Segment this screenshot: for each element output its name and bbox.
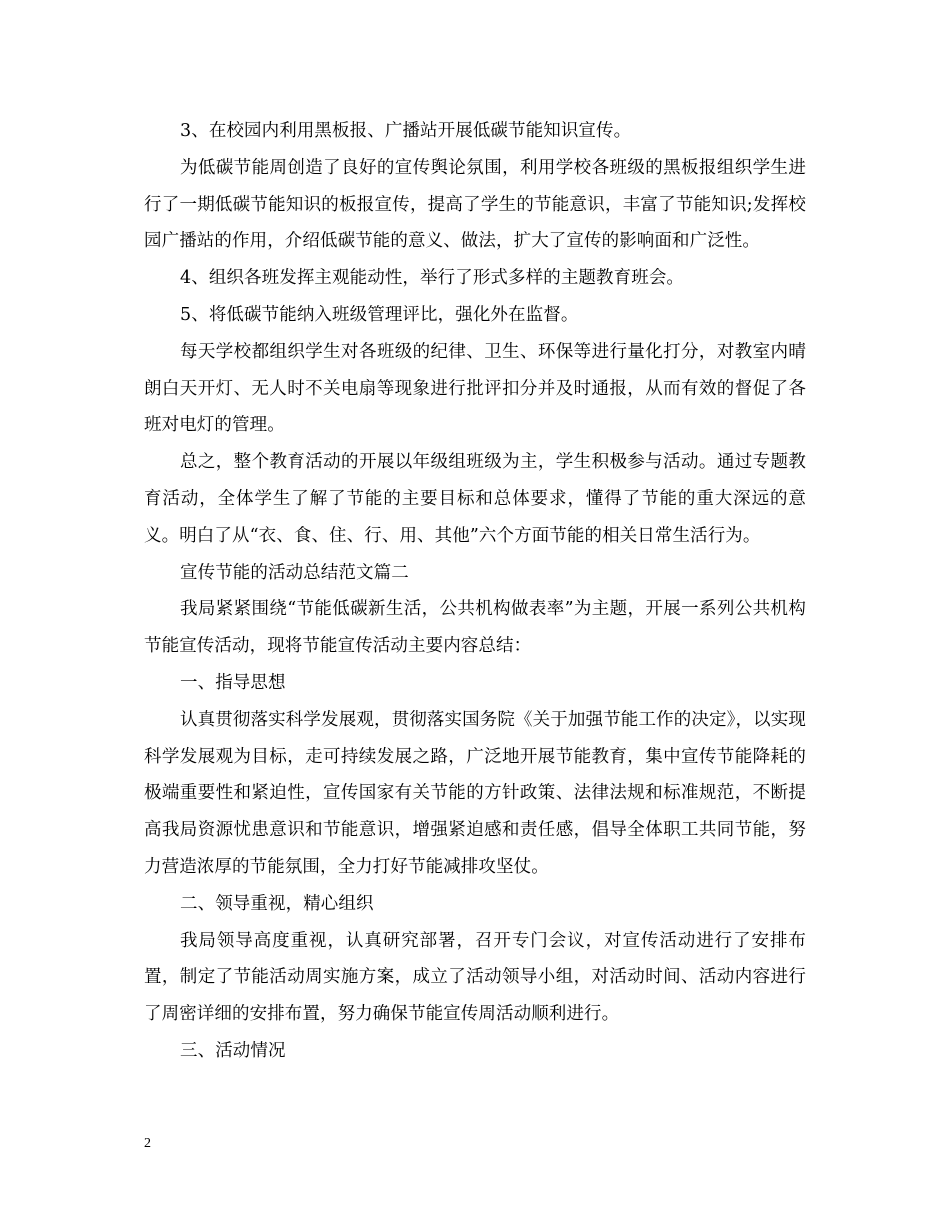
heading-leadership: 二、领导重视，精心组织 (180, 893, 374, 914)
page-number: 2 (144, 1136, 151, 1151)
paragraph-leadership: 我局领导高度重视，认真研究部署，召开专门会议，对宣传活动进行了安排布置，制定了节能活动周实施方案，成立了活动领导小组，对活动时间、活动内容进行了周密详细的安排布置，努力确保节能宣传周活动顺利进行。 (144, 930, 806, 1025)
paragraph-daily-scoring: 每天学校都组织学生对各班级的纪律、卫生、环保等进行量化打分，对教室内晴朗白天开灯、无人时不关电扇等现象进行批评扣分并及时通报，从而有效的督促了各班对电灯的管理。 (144, 341, 806, 436)
paragraph-summary: 总之，整个教育活动的开展以年级组班级为主，学生积极参与活动。通过专题教育活动，全体学生了解了节能的主要目标和总体要求，懂得了节能的重大深远的意义。明白了从“衣、食、住、行、用、其他”六个方面节能的相关日常生活行为。 (144, 452, 806, 546)
paragraph-blackboard-broadcast: 为低碳节能周创造了良好的宣传舆论氛围，利用学校各班级的黑板报组织学生进行了一期低碳节能知识的板报宣传，提高了学生的节能意识，丰富了节能知识;发挥校园广播站的作用，介绍低碳节能的意义、做法，扩大了宣传的影响面和广泛性。 (144, 157, 806, 252)
heading-guiding-ideology: 一、指导思想 (180, 672, 286, 693)
paragraph-item-5: 5、将低碳节能纳入班级管理评比，强化外在监督。 (180, 304, 579, 325)
document-body (144, 113, 806, 1070)
paragraph-item-4: 4、组织各班发挥主观能动性，举行了形式多样的主题教育班会。 (180, 268, 685, 289)
paragraph-item-3: 3、在校园内利用黑板报、广播站开展低碳节能知识宣传。 (180, 121, 632, 141)
heading-activity-status: 三、活动情况 (180, 1040, 286, 1061)
paragraph-guiding-ideology: 认真贯彻落实科学发展观，贯彻落实国务院《关于加强节能工作的决定》，以实现科学发展观为目标，走可持续发展之路，广泛地开展节能教育，集中宣传节能降耗的极端重要性和紧迫性，宣传国家有关节能的方针政策、法律法规和标准规范，不断提高我局资源忧患意识和节能意识，增强紧迫感和责任感，倡导全体职工共同节能，努力营造浓厚的节能氛围，全力打好节能减排攻坚仗。 (144, 709, 806, 877)
paragraph-theme-intro: 我局紧紧围绕“节能低碳新生活，公共机构做表率”为主题，开展一系列公共机构节能宣传活动，现将节能宣传活动主要内容总结： (144, 599, 806, 657)
section-title-part-two: 宣传节能的活动总结范文篇二 (180, 562, 409, 583)
